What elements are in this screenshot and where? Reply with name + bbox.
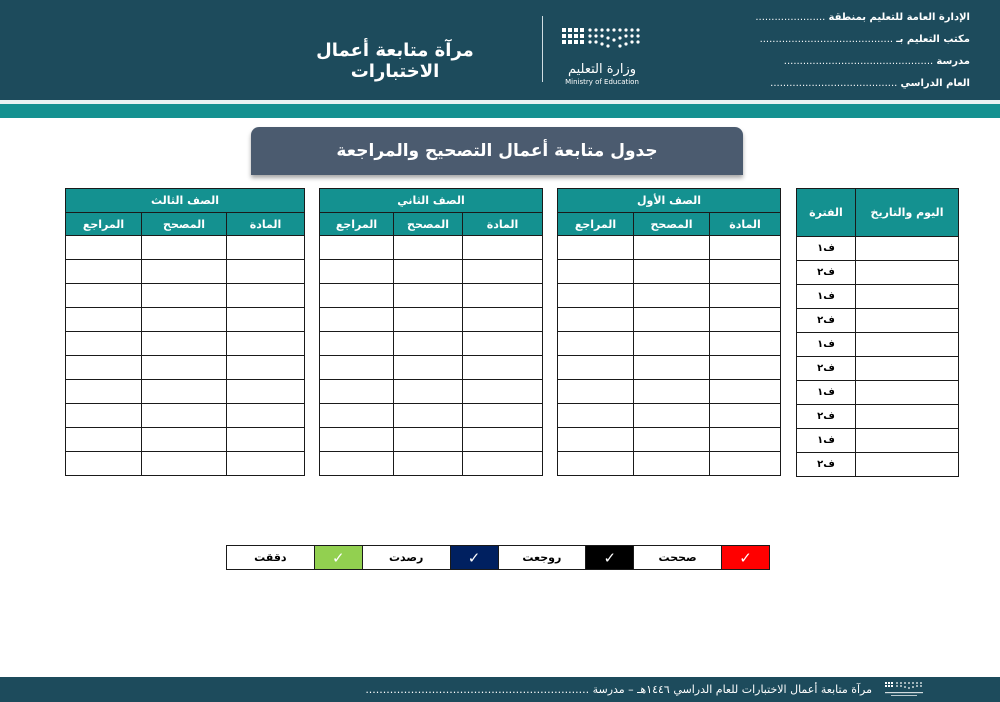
reviewer-cell[interactable] bbox=[320, 284, 394, 308]
subject-header: المادة bbox=[227, 213, 305, 236]
info-line-year bbox=[755, 78, 970, 100]
reviewer-cell[interactable] bbox=[320, 380, 394, 404]
day-date-cell[interactable] bbox=[856, 237, 959, 261]
day-date-cell[interactable] bbox=[856, 453, 959, 477]
table-row bbox=[558, 284, 781, 308]
logo-arabic-text: وزارة التعليم bbox=[567, 62, 637, 77]
subject-cell[interactable] bbox=[710, 332, 781, 356]
period-cell: ف٢ bbox=[797, 405, 856, 429]
page-title: مرآة متابعة أعمال الاختبارات bbox=[316, 40, 474, 82]
corrector-cell[interactable] bbox=[142, 452, 227, 476]
corrector-cell[interactable] bbox=[394, 452, 463, 476]
reviewer-cell[interactable] bbox=[66, 284, 142, 308]
reviewer-cell[interactable] bbox=[66, 236, 142, 260]
subject-cell[interactable] bbox=[710, 260, 781, 284]
second-grade-table bbox=[319, 188, 543, 476]
reviewer-cell[interactable] bbox=[320, 236, 394, 260]
table-row bbox=[558, 236, 781, 260]
corrector-cell[interactable] bbox=[142, 428, 227, 452]
corrector-header: المصحح bbox=[634, 213, 710, 236]
corrector-cell[interactable] bbox=[634, 284, 710, 308]
day-date-cell[interactable] bbox=[856, 381, 959, 405]
info-label: مدرسة bbox=[936, 56, 970, 67]
table-row bbox=[320, 308, 543, 332]
corrector-header: المصحح bbox=[394, 213, 463, 236]
table-row bbox=[320, 356, 543, 380]
table-row bbox=[66, 332, 305, 356]
info-line-school bbox=[755, 56, 970, 78]
subject-cell[interactable] bbox=[227, 332, 305, 356]
table-row bbox=[558, 404, 781, 428]
table-row bbox=[558, 356, 781, 380]
corrector-cell[interactable] bbox=[394, 404, 463, 428]
table-row bbox=[558, 332, 781, 356]
subject-cell[interactable] bbox=[227, 380, 305, 404]
reviewer-cell[interactable] bbox=[320, 260, 394, 284]
legend-swatch-audited bbox=[314, 546, 362, 570]
table-row bbox=[797, 237, 959, 261]
legend-label-reviewed: روجعت bbox=[498, 546, 586, 570]
legend-swatch-reviewed bbox=[586, 546, 634, 570]
corrector-cell[interactable] bbox=[142, 236, 227, 260]
reviewer-cell[interactable] bbox=[66, 260, 142, 284]
corrector-cell[interactable] bbox=[142, 380, 227, 404]
header-accent-bar bbox=[0, 104, 1000, 118]
first-grade-table bbox=[557, 188, 781, 476]
table-row bbox=[558, 308, 781, 332]
table-row bbox=[558, 380, 781, 404]
reviewer-cell[interactable] bbox=[66, 404, 142, 428]
reviewer-cell[interactable] bbox=[66, 428, 142, 452]
subject-cell[interactable] bbox=[463, 380, 543, 404]
period-cell: ف١ bbox=[797, 237, 856, 261]
corrector-cell[interactable] bbox=[394, 356, 463, 380]
day-date-cell[interactable] bbox=[856, 261, 959, 285]
corrector-cell[interactable] bbox=[634, 356, 710, 380]
reviewer-cell[interactable] bbox=[558, 452, 634, 476]
footer-text: مرآة متابعة أعمال الاختبارات للعام الدراسي ١٤٤٦هـ – مدرسة ................................................................ bbox=[365, 683, 872, 696]
info-dots: .......................................... bbox=[759, 34, 894, 45]
period-cell: ف٢ bbox=[797, 453, 856, 477]
day-date-cell[interactable] bbox=[856, 285, 959, 309]
page-header bbox=[0, 0, 1000, 102]
period-header: الفترة bbox=[797, 189, 856, 237]
check-icon: ✓ bbox=[603, 548, 617, 567]
corrector-cell[interactable] bbox=[634, 428, 710, 452]
reviewer-cell[interactable] bbox=[558, 428, 634, 452]
table-title-banner: جدول متابعة أعمال التصحيح والمراجعة bbox=[251, 127, 743, 175]
period-cell: ف١ bbox=[797, 285, 856, 309]
day-date-cell[interactable] bbox=[856, 405, 959, 429]
table-row bbox=[320, 284, 543, 308]
table-row bbox=[66, 356, 305, 380]
logo-english-text: Ministry of Education bbox=[565, 78, 639, 86]
info-dots: ........................................ bbox=[770, 78, 898, 89]
subject-header: المادة bbox=[463, 213, 543, 236]
reviewer-cell[interactable] bbox=[558, 404, 634, 428]
subject-cell[interactable] bbox=[710, 284, 781, 308]
subject-cell[interactable] bbox=[227, 356, 305, 380]
day-period-table bbox=[796, 188, 959, 477]
grade-title: الصف الأول bbox=[558, 189, 781, 213]
legend-label-audited: دققت bbox=[227, 546, 315, 570]
reviewer-header: المراجع bbox=[558, 213, 634, 236]
corrector-cell[interactable] bbox=[634, 308, 710, 332]
subject-cell[interactable] bbox=[227, 308, 305, 332]
corrector-cell[interactable] bbox=[142, 308, 227, 332]
corrector-cell[interactable] bbox=[634, 404, 710, 428]
table-row bbox=[320, 260, 543, 284]
subject-cell[interactable] bbox=[463, 428, 543, 452]
corrector-cell[interactable] bbox=[394, 260, 463, 284]
day-date-cell[interactable] bbox=[856, 357, 959, 381]
subject-cell[interactable] bbox=[710, 356, 781, 380]
table-row bbox=[320, 380, 543, 404]
reviewer-cell[interactable] bbox=[66, 332, 142, 356]
corrector-cell[interactable] bbox=[142, 284, 227, 308]
subject-cell[interactable] bbox=[463, 332, 543, 356]
check-icon: ✓ bbox=[467, 548, 481, 567]
page-footer bbox=[0, 677, 1000, 702]
table-row bbox=[66, 452, 305, 476]
subject-cell[interactable] bbox=[463, 308, 543, 332]
table-row bbox=[320, 332, 543, 356]
corrector-cell[interactable] bbox=[394, 284, 463, 308]
reviewer-cell[interactable] bbox=[558, 380, 634, 404]
table-row bbox=[320, 404, 543, 428]
period-cell: ف١ bbox=[797, 429, 856, 453]
reviewer-cell[interactable] bbox=[320, 332, 394, 356]
corrector-cell[interactable] bbox=[394, 332, 463, 356]
corrector-cell[interactable] bbox=[634, 380, 710, 404]
reviewer-cell[interactable] bbox=[320, 308, 394, 332]
ministry-logo bbox=[560, 26, 644, 86]
day-date-cell[interactable] bbox=[856, 309, 959, 333]
reviewer-cell[interactable] bbox=[320, 452, 394, 476]
ministry-logo-icon bbox=[560, 26, 644, 56]
reviewer-cell[interactable] bbox=[66, 356, 142, 380]
info-label: الإدارة العامة للتعليم بمنطقة bbox=[828, 12, 970, 23]
table-row bbox=[797, 405, 959, 429]
table-row bbox=[66, 236, 305, 260]
info-dots: ...................... bbox=[755, 12, 826, 23]
table-row bbox=[558, 452, 781, 476]
table-row bbox=[558, 428, 781, 452]
subject-cell[interactable] bbox=[710, 236, 781, 260]
corrector-cell[interactable] bbox=[394, 308, 463, 332]
table-row bbox=[797, 381, 959, 405]
corrector-cell[interactable] bbox=[142, 404, 227, 428]
third-grade-table bbox=[65, 188, 305, 476]
subject-cell[interactable] bbox=[463, 284, 543, 308]
reviewer-cell[interactable] bbox=[320, 356, 394, 380]
reviewer-cell[interactable] bbox=[558, 236, 634, 260]
table-row bbox=[797, 453, 959, 477]
grade-title: الصف الثاني bbox=[320, 189, 543, 213]
grade-title: الصف الثالث bbox=[66, 189, 305, 213]
subject-cell[interactable] bbox=[227, 260, 305, 284]
reviewer-header: المراجع bbox=[320, 213, 394, 236]
subject-cell[interactable] bbox=[227, 236, 305, 260]
subject-cell[interactable] bbox=[463, 236, 543, 260]
reviewer-cell[interactable] bbox=[320, 428, 394, 452]
period-cell: ف١ bbox=[797, 381, 856, 405]
corrector-cell[interactable] bbox=[634, 236, 710, 260]
status-legend bbox=[226, 545, 770, 570]
table-row bbox=[66, 308, 305, 332]
subject-cell[interactable] bbox=[227, 284, 305, 308]
reviewer-cell[interactable] bbox=[66, 380, 142, 404]
info-label: العام الدراسي bbox=[900, 78, 970, 89]
info-line-region bbox=[755, 12, 970, 34]
table-row bbox=[558, 260, 781, 284]
subject-cell[interactable] bbox=[710, 404, 781, 428]
legend-label-corrected: صححت bbox=[634, 546, 722, 570]
reviewer-cell[interactable] bbox=[320, 404, 394, 428]
subject-cell[interactable] bbox=[463, 260, 543, 284]
reviewer-cell[interactable] bbox=[558, 308, 634, 332]
table-row bbox=[797, 429, 959, 453]
day-date-header: اليوم والتاريخ bbox=[856, 189, 959, 237]
legend-label-recorded: رصدت bbox=[362, 546, 450, 570]
check-icon: ✓ bbox=[739, 548, 752, 567]
period-cell: ف٢ bbox=[797, 357, 856, 381]
info-line-office bbox=[755, 34, 970, 56]
corrector-cell[interactable] bbox=[142, 260, 227, 284]
table-row bbox=[320, 236, 543, 260]
info-dots: ............................................... bbox=[783, 56, 934, 67]
period-cell: ف٢ bbox=[797, 261, 856, 285]
table-row bbox=[797, 309, 959, 333]
legend-swatch-recorded bbox=[450, 546, 498, 570]
info-label: مكتب التعليم بـ bbox=[896, 34, 970, 45]
school-info bbox=[755, 12, 970, 100]
corrector-cell[interactable] bbox=[634, 452, 710, 476]
table-row bbox=[66, 428, 305, 452]
subject-cell[interactable] bbox=[710, 380, 781, 404]
check-icon: ✓ bbox=[331, 548, 345, 567]
reviewer-cell[interactable] bbox=[558, 332, 634, 356]
corrector-cell[interactable] bbox=[142, 332, 227, 356]
reviewer-cell[interactable] bbox=[558, 284, 634, 308]
ministry-logo-icon bbox=[883, 680, 927, 700]
table-row bbox=[66, 404, 305, 428]
reviewer-header: المراجع bbox=[66, 213, 142, 236]
day-date-cell[interactable] bbox=[856, 333, 959, 357]
subject-cell[interactable] bbox=[710, 428, 781, 452]
subject-cell[interactable] bbox=[463, 452, 543, 476]
table-row bbox=[797, 357, 959, 381]
period-cell: ف٢ bbox=[797, 309, 856, 333]
reviewer-cell[interactable] bbox=[66, 308, 142, 332]
subject-cell[interactable] bbox=[227, 428, 305, 452]
subject-cell[interactable] bbox=[710, 452, 781, 476]
corrector-header: المصحح bbox=[142, 213, 227, 236]
corrector-cell[interactable] bbox=[394, 380, 463, 404]
table-row bbox=[66, 284, 305, 308]
table-row bbox=[66, 260, 305, 284]
subject-cell[interactable] bbox=[463, 356, 543, 380]
corrector-cell[interactable] bbox=[394, 428, 463, 452]
subject-cell[interactable] bbox=[710, 308, 781, 332]
corrector-cell[interactable] bbox=[634, 332, 710, 356]
legend-swatch-corrected bbox=[722, 546, 770, 570]
corrector-cell[interactable] bbox=[394, 236, 463, 260]
reviewer-cell[interactable] bbox=[558, 260, 634, 284]
corrector-cell[interactable] bbox=[634, 260, 710, 284]
reviewer-cell[interactable] bbox=[558, 356, 634, 380]
subject-cell[interactable] bbox=[227, 404, 305, 428]
table-row bbox=[320, 428, 543, 452]
table-row bbox=[797, 285, 959, 309]
table-row bbox=[66, 380, 305, 404]
logo-divider bbox=[542, 16, 543, 82]
day-date-cell[interactable] bbox=[856, 429, 959, 453]
subject-header: المادة bbox=[710, 213, 781, 236]
table-row bbox=[797, 261, 959, 285]
reviewer-cell[interactable] bbox=[66, 452, 142, 476]
period-cell: ف١ bbox=[797, 333, 856, 357]
table-row bbox=[320, 452, 543, 476]
subject-cell[interactable] bbox=[227, 452, 305, 476]
corrector-cell[interactable] bbox=[142, 356, 227, 380]
subject-cell[interactable] bbox=[463, 404, 543, 428]
table-row bbox=[797, 333, 959, 357]
